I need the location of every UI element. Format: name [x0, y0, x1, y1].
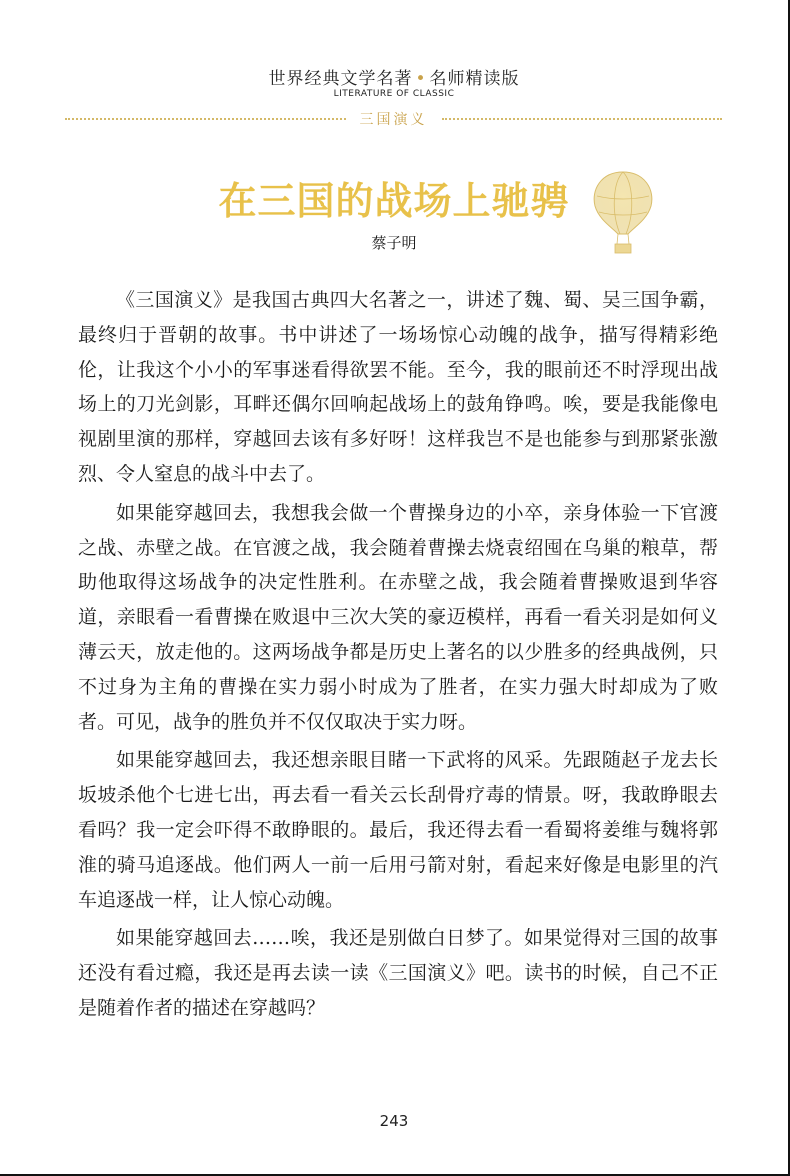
article-title: 在三国的战场上驰骋 — [218, 178, 570, 223]
paragraph: 《三国演义》是我国古典四大名著之一，讲述了魏、蜀、吴三国争霸，最终归于晋朝的故事。书中讲述了一场场惊心动魄的战争，描写得精彩绝伦，让我这个小小的军事迷看得欲罢不能。至今，我的眼前还不时浮现出战场上的刀光剑影，耳畔还偶尔回响起战场上的鼓角铮鸣。唉，要是我能像电视剧里演的那样，穿越回去该有多好呀！这样我岂不是也能参与到那紧张激烈、令人窒息的战斗中去了。 — [78, 289, 718, 485]
paragraph: 如果能穿越回去，我想我会做一个曹操身边的小卒，亲身体验一下官渡之战、赤壁之战。在官渡之战，我会随着曹操去烧袁绍囤在乌巢的粮草，帮助他取得这场战争的决定性胜利。在赤壁之战，我会随着曹操败退到华容道，亲眼看一看曹操在败退中三次大笑的豪迈模样，再看一看关羽是如何义薄云天，放走他的。这两场战争都是历史上著名的以少胜多的经典战例，只不过身为主角的曹操在实力弱小时成为了胜者，在实力强大时却成为了败者。可见，战争的胜负并不仅仅取决于实力呀。 — [78, 501, 718, 733]
dotted-divider-left — [65, 118, 346, 120]
series-title — [0, 64, 788, 89]
paragraph: 如果能穿越回去，我还想亲眼目睹一下武将的风采。先跟随赵子龙去长坂坡杀他个七进七出，再去看一看关云长刮骨疗毒的情景。呀，我敢睁眼去看吗？我一定会吓得不敢睁眼的。最后，我还得去看一看蜀将姜维与魏将郭淮的骑马追逐战。他们两人一前一后用弓箭对射，看起来好像是电影里的汽车追逐战一样，让人惊心动魄。 — [78, 749, 718, 911]
series-subtitle: LITERATURE OF CLASSIC — [333, 89, 455, 99]
page-number: 243 — [379, 1112, 409, 1130]
article-author: 蔡子明 — [371, 234, 417, 252]
section-label: 三国演义 — [359, 112, 428, 128]
series-title-edition: 名师精读版 — [429, 69, 520, 89]
series-title-dot: • — [415, 69, 427, 89]
dotted-divider-right — [442, 118, 723, 120]
article-body — [78, 283, 718, 1030]
series-title-main: 世界经典文学名著 — [268, 69, 413, 89]
section-header-rule — [65, 110, 722, 128]
paragraph: 如果能穿越回去……唉，我还是别做白日梦了。如果觉得对三国的故事还没有看过瘾，我还是再去读一读《三国演义》吧。读书的时候，自己不正是随着作者的描述在穿越吗？ — [78, 927, 718, 1019]
